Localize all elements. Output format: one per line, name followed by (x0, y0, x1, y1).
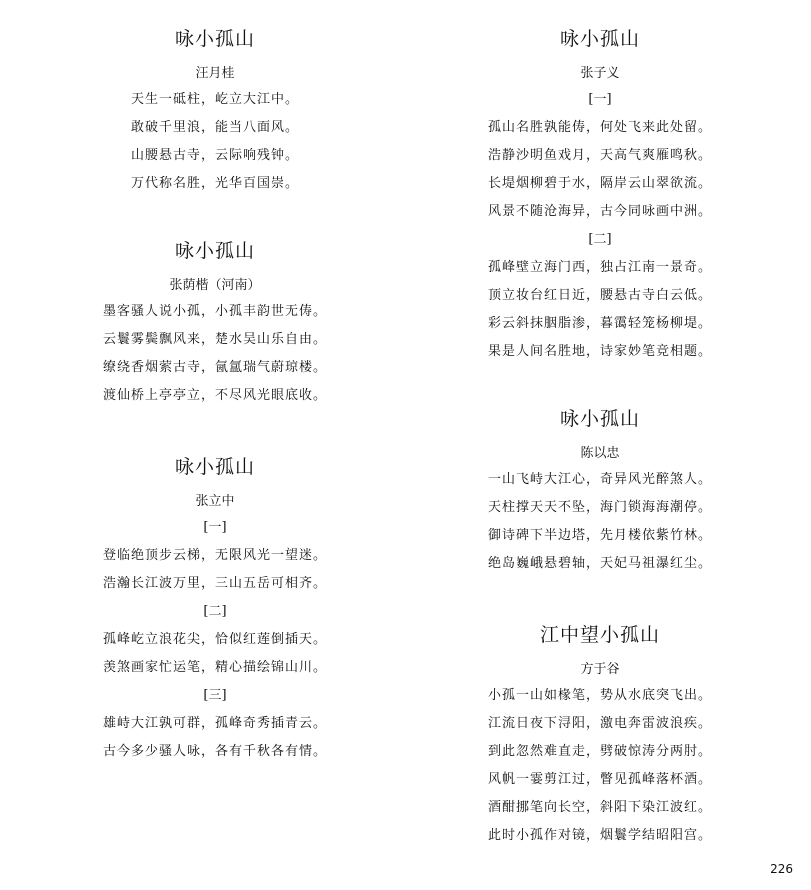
poem-line: 天生一砥柱，屹立大江中。 (130, 92, 299, 107)
poem-line: 浩瀚长江波万里，三山五岳可相齐。 (102, 576, 327, 591)
poem-title: 咏小孤山 (174, 456, 255, 478)
poem-title: 咏小孤山 (174, 240, 255, 262)
poem-line: 山腰悬古寺，云际响残钟。 (130, 148, 299, 163)
poem-author: 张立中 (195, 494, 235, 509)
poem-line: 渡仙桥上亭亭立，不尽风光眼底收。 (102, 388, 327, 403)
poem-part-marker: [三] (203, 688, 227, 703)
poem-line: 天柱撑天天不坠，海门锁海海潮停。 (487, 500, 712, 515)
poem-author: 张子义 (580, 66, 620, 81)
poem-line: 绝岛巍峨悬碧轴，天妃马祖瀑红尘。 (487, 556, 712, 571)
poem-line: 风帆一霎剪江过，瞥见孤峰落杯酒。 (487, 772, 712, 787)
page-number: 226 (770, 862, 793, 876)
poem-line: 古今多少骚人咏，各有千秋各有情。 (102, 744, 327, 759)
poem-line: 登临绝顶步云梯，无限风光一望迷。 (102, 548, 327, 563)
poem-line: 万代称名胜，光华百国崇。 (130, 176, 299, 191)
poem-line: 云鬟雾鬓飘风来，楚水吴山乐自由。 (102, 332, 327, 347)
poem-line: 敢破千里浪，能当八面风。 (130, 120, 299, 135)
poem-line: 江流日夜下浔阳，激电奔雷波浪疾。 (487, 716, 712, 731)
poem-line: 御诗碑下半边塔，先月楼依紫竹林。 (487, 528, 712, 543)
poem-line: 此时小孤作对镜，烟鬟学结昭阳宫。 (487, 828, 712, 843)
poem-line: 雄峙大江孰可群，孤峰奇秀插青云。 (102, 716, 327, 731)
poem-author: 陈以忠 (580, 446, 620, 461)
poem-line: 酒酣挪笔向长空，斜阳下染江波红。 (487, 800, 712, 815)
poem-6 (410, 620, 790, 850)
poem-5 (410, 404, 790, 578)
poem-title: 咏小孤山 (174, 28, 255, 50)
poem-3 (25, 452, 405, 766)
poem-line: 孤峰屹立浪花尖，恰似红莲倒插天。 (102, 632, 327, 647)
poem-line: 羡煞画家忙运笔，精心描绘锦山川。 (102, 660, 327, 675)
poem-part-marker: [一] (588, 92, 612, 107)
poem-1 (25, 24, 405, 198)
poem-line: 一山飞峙大江心，奇异风光醉煞人。 (487, 472, 712, 487)
poem-author: 张荫楷（河南） (169, 278, 261, 293)
poem-line: 彩云斜抹胭脂渗，暮霭轻笼杨柳堤。 (487, 316, 712, 331)
poem-part-marker: [二] (588, 232, 612, 247)
poem-line: 长堤烟柳碧于水，隔岸云山翠欲流。 (487, 176, 712, 191)
poem-author: 方于谷 (580, 662, 620, 677)
poem-line: 浩静沙明鱼戏月，天高气爽雁鸣秋。 (487, 148, 712, 163)
poem-title: 江中望小孤山 (539, 624, 660, 646)
poem-author: 汪月桂 (195, 66, 235, 81)
poem-line: 果是人间名胜地，诗家妙笔竞相题。 (487, 344, 712, 359)
poem-line: 缭绕香烟萦古寺，氤氲瑞气蔚琼楼。 (102, 360, 327, 375)
poem-part-marker: [一] (203, 520, 227, 535)
poem-line: 风景不随沧海异，古今同咏画中洲。 (487, 204, 712, 219)
poem-line: 顶立妆台红日近，腰悬古寺白云低。 (487, 288, 712, 303)
poem-2 (25, 236, 405, 410)
poem-part-marker: [二] (203, 604, 227, 619)
poem-title: 咏小孤山 (559, 28, 640, 50)
poem-line: 小孤一山如椽笔，势从水底突飞出。 (487, 688, 712, 703)
poem-title: 咏小孤山 (559, 408, 640, 430)
poem-line: 墨客骚人说小孤，小孤丰韵世无俦。 (102, 304, 327, 319)
poem-line: 孤山名胜孰能俦，何处飞来此处留。 (487, 120, 712, 135)
poem-line: 到此忽然难直走，劈破惊涛分两肘。 (487, 744, 712, 759)
poem-line: 孤峰壁立海门西，独占江南一景奇。 (487, 260, 712, 275)
poem-4 (410, 24, 790, 366)
